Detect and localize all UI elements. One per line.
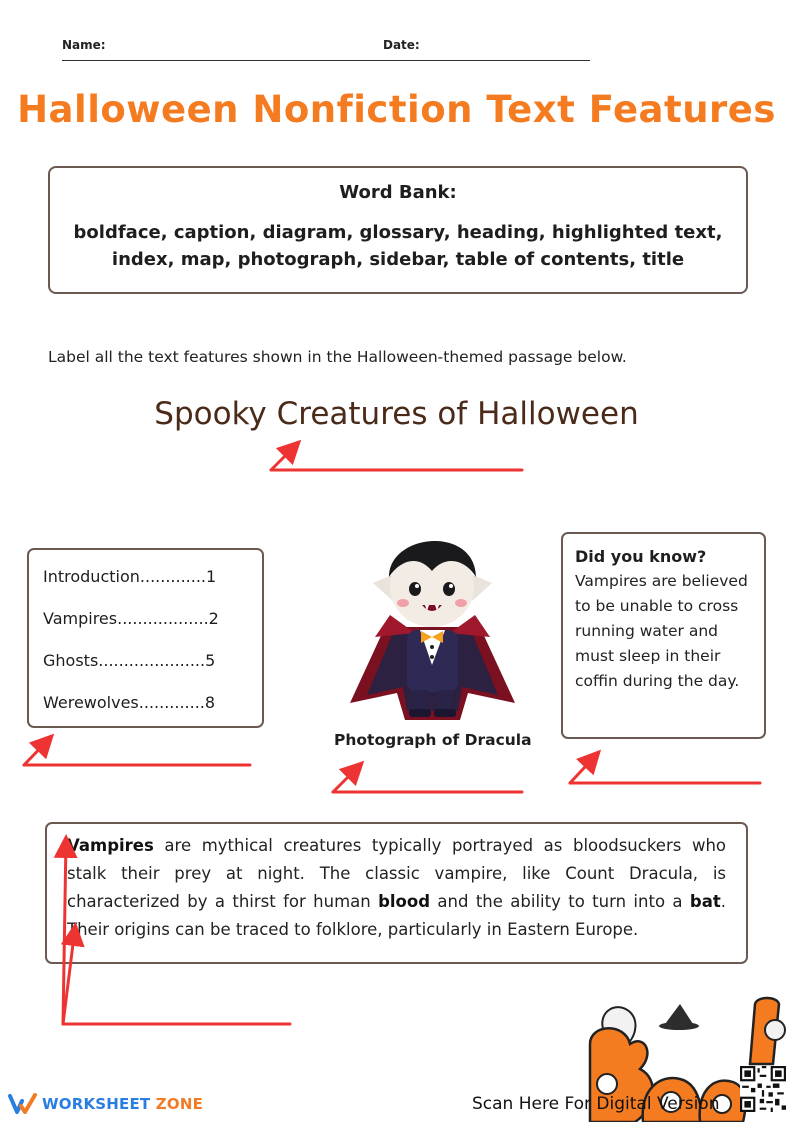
bold-word-vampires: Vampires	[67, 836, 154, 855]
worksheet-zone-logo	[8, 1092, 203, 1116]
arrow-title	[271, 444, 297, 470]
paragraph-text-part: . Their origins can be traced to folklore, particularly in Eastern Europe.	[67, 892, 726, 939]
logo-text-main: WORKSHEET	[42, 1095, 151, 1113]
word-bank-heading: Word Bank:	[339, 182, 457, 203]
bold-word-blood: blood	[378, 892, 431, 911]
sidebar-heading: Did you know?	[575, 547, 707, 566]
paragraph-text-part: are mythical creatures typically portrayed as bloodsuckers who stalk their prey at night. The classic vampire, like Count Dracula, is characterized by a thirst for human	[67, 836, 726, 911]
logo-text	[42, 1095, 203, 1113]
toc-item: Werewolves.............8	[43, 693, 216, 712]
logo-text-accent: ZONE	[155, 1095, 204, 1113]
logo-check-icon	[8, 1092, 38, 1116]
toc-item: Introduction.............1	[43, 567, 217, 586]
toc-item: Ghosts.....................5	[43, 651, 216, 670]
passage-title: Spooky Creatures of Halloween	[154, 396, 639, 432]
qr-code	[740, 1066, 786, 1112]
bold-word-bat: bat	[689, 892, 721, 911]
sidebar-text: Vampires are believed to be unable to cross running water and must sleep in their coffin during the day.	[575, 572, 748, 690]
name-label: Name:	[62, 38, 106, 52]
toc-item: Vampires..................2	[43, 609, 219, 628]
instruction-text: Label all the text features shown in the Halloween-themed passage below.	[48, 348, 627, 366]
arrow-toc	[24, 738, 50, 765]
photo-caption: Photograph of Dracula	[334, 731, 532, 749]
arrow-caption	[333, 765, 360, 792]
arrow-sidebar	[570, 754, 597, 783]
worksheet-title: Halloween Nonfiction Text Features	[17, 88, 776, 131]
scan-text: Scan Here For Digital Version	[472, 1094, 720, 1114]
date-label: Date:	[383, 38, 420, 52]
word-bank-line-1: boldface, caption, diagram, glossary, heading, highlighted text,	[73, 222, 723, 243]
paragraph-text-part: and the ability to turn into a	[430, 892, 690, 911]
word-bank-line-2: index, map, photograph, sidebar, table of contents, title	[111, 249, 685, 270]
